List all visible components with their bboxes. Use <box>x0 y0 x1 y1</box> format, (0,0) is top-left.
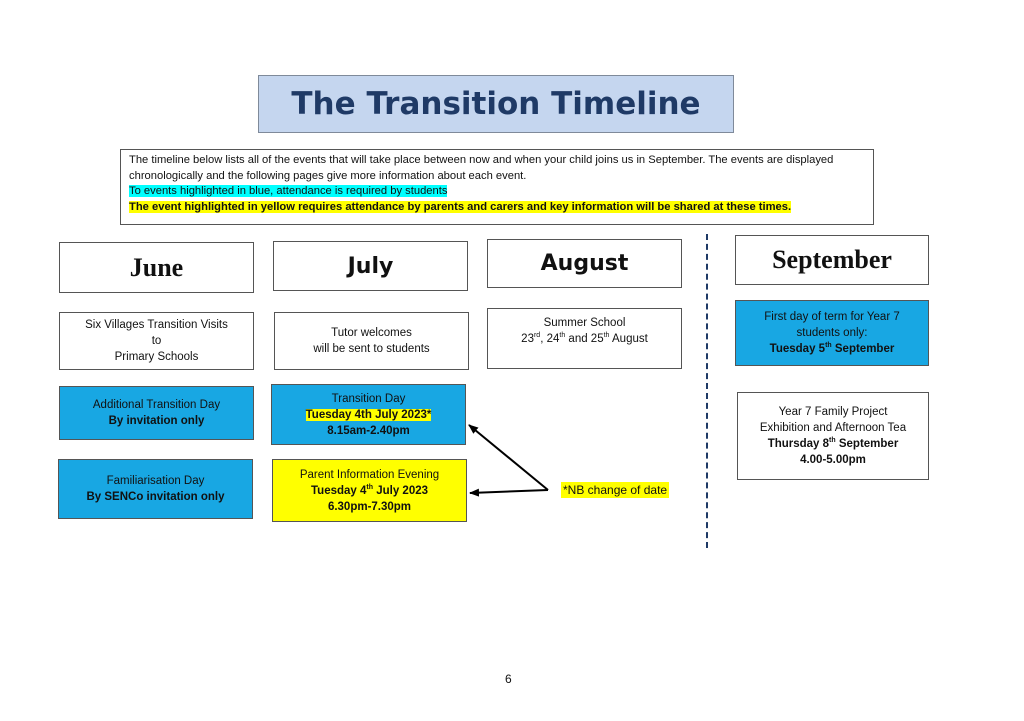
event-july-tutor-welcomes: Tutor welcomes will be sent to students <box>274 312 469 370</box>
month-header-september: September <box>735 235 929 285</box>
event-september-first-day: First day of term for Year 7 students only: Tuesday 5th September <box>735 300 929 366</box>
yellow-highlight-note: The event highlighted in yellow requires attendance by parents and carers and key information will be shared at these times. <box>129 200 792 213</box>
event-july-parent-information-evening: Parent Information Evening Tuesday 4th July 2023 6.30pm-7.30pm <box>272 459 467 522</box>
arrow-to-parent-evening <box>470 490 548 493</box>
event-july-transition-day: Transition Day Tuesday 4th July 2023* 8.15am-2.40pm <box>271 384 466 445</box>
event-august-summer-school: Summer School 23rd, 24th and 25th August <box>487 308 682 369</box>
event-june-additional-transition-day: Additional Transition Day By invitation only <box>59 386 254 440</box>
month-header-june: June <box>59 242 254 293</box>
month-header-august: August <box>487 239 682 288</box>
event-june-familiarisation-day: Familiarisation Day By SENCo invitation only <box>58 459 253 519</box>
intro-text: The timeline below lists all of the events that will take place between now and when your child joins us in September. The events are displayed chronologically and the following pages give more information about each event. <box>129 154 834 182</box>
page-number: 6 <box>505 672 512 686</box>
blue-highlight-note: To events highlighted in blue, attendance is required by students <box>129 185 448 197</box>
page-title: The Transition Timeline <box>291 86 701 122</box>
month-header-july: July <box>273 241 468 291</box>
event-september-family-project: Year 7 Family Project Exhibition and Afternoon Tea Thursday 8th September 4.00-5.00pm <box>737 392 929 480</box>
arrow-to-transition-day <box>469 425 548 490</box>
event-june-transition-visits: Six Villages Transition Visits to Primary Schools <box>59 312 254 370</box>
date-change-note: *NB change of date <box>563 483 668 497</box>
